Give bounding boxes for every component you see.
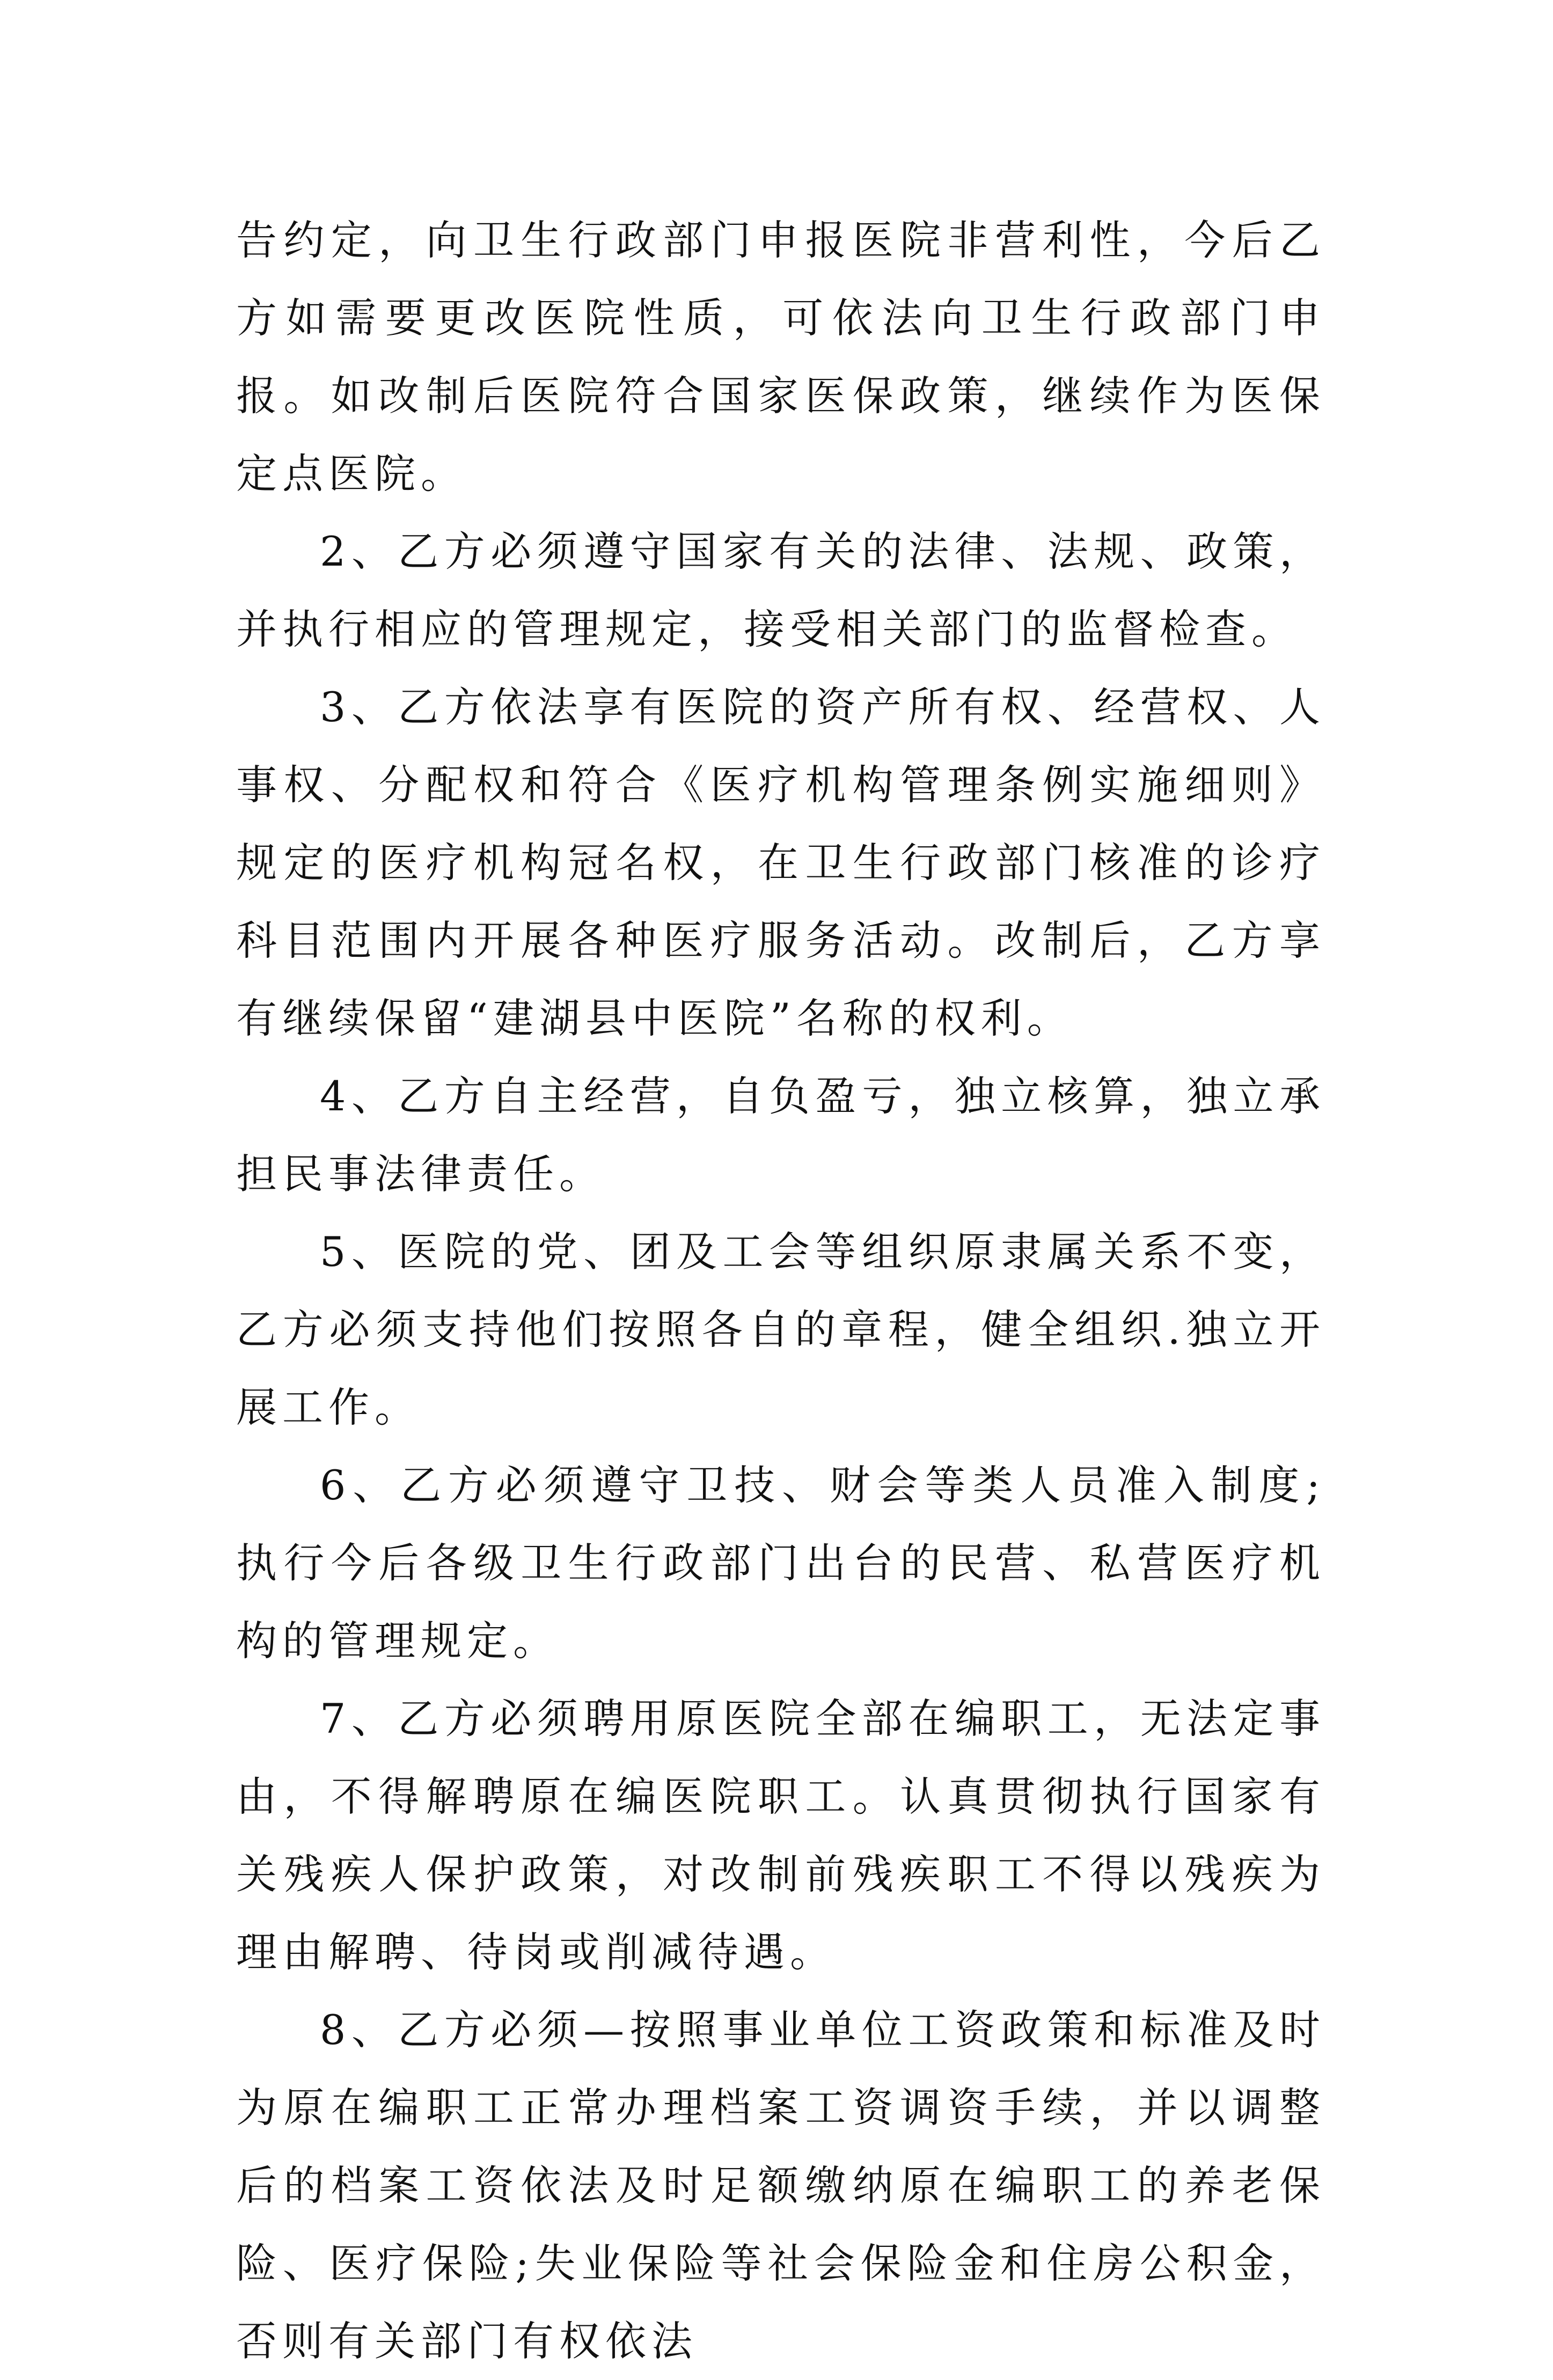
- clause-2: 2、乙方必须遵守国家有关的法律、法规、政策，并执行相应的管理规定，接受相关部门的监督检查。: [236, 528, 1325, 653]
- clause-6: 6、乙方必须遵守卫技、财会等类人员准入制度;执行今后各级卫生行政部门出台的民营、私营医疗机构的管理规定。: [236, 1461, 1325, 1665]
- clause-7: 7、乙方必须聘用原医院全部在编职工，无法定事由，不得解聘原在编医院职工。认真贯彻执行国家有关残疾人保护政策，对改制前残疾职工不得以残疾为理由解聘、待岗或削减待遇。: [236, 1695, 1325, 1976]
- clause-5: 5、医院的党、团及工会等组织原隶属关系不变，乙方必须支持他们按照各自的章程，健全组织.独立开展工作。: [236, 1228, 1325, 1431]
- paragraph-continuation: 告约定，向卫生行政部门申报医院非营利性，今后乙方如需要更改医院性质，可依法向卫生行政部门申报。如改制后医院符合国家医保政策，继续作为医保定点医院。: [236, 216, 1325, 497]
- clause-3: 3、乙方依法享有医院的资产所有权、经营权、人事权、分配权和符合《医疗机构管理条例实施细则》规定的医疗机构冠名权，在卫生行政部门核准的诊疗科目范围内开展各种医疗服务活动。改制后，乙方享有继续保留“建湖县中医院”名称的权利。: [236, 683, 1325, 1042]
- clause-8: 8、乙方必须—按照事业单位工资政策和标准及时为原在编职工正常办理档案工资调资手续，并以调整后的档案工资依法及时足额缴纳原在编职工的养老保险、医疗保险;失业保险等社会保险金和住房公积金，否则有关部门有权依法: [236, 2006, 1325, 2365]
- document-body: [236, 201, 1325, 2380]
- clause-4: 4、乙方自主经营，自负盈亏，独立核算，独立承担民事法律责任。: [236, 1072, 1325, 1198]
